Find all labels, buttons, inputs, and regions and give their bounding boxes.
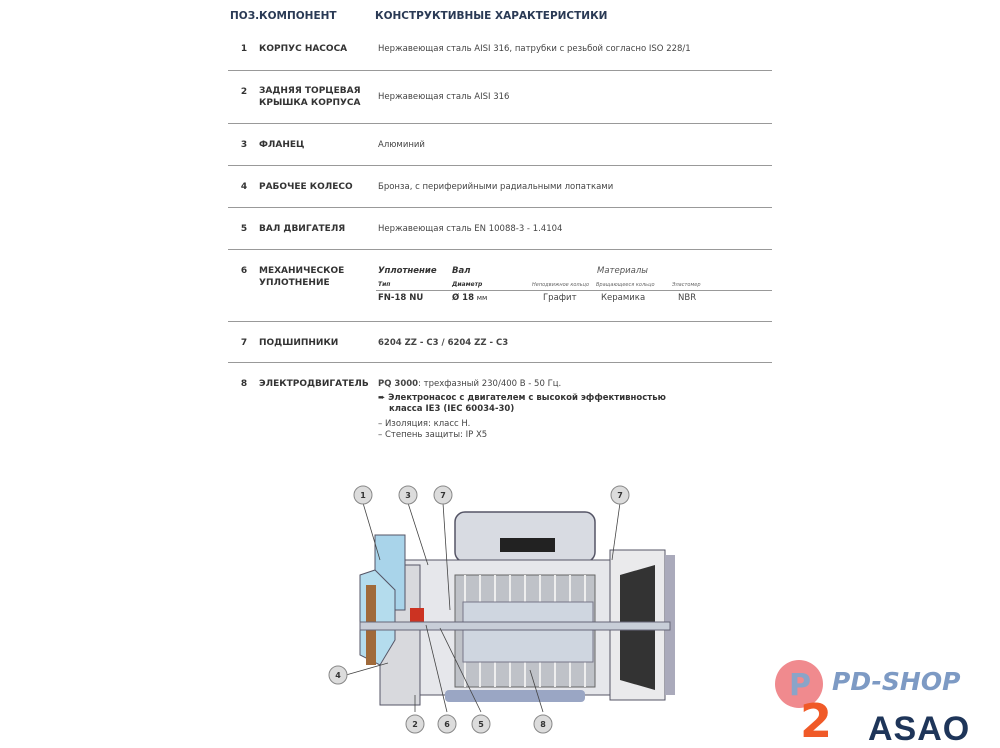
callout-label: 3 <box>405 491 411 500</box>
materials-label: Материалы <box>597 266 648 276</box>
row-component-l1: ЗАДНЯЯ ТОРЦЕВАЯ <box>259 86 361 96</box>
divider <box>228 249 772 250</box>
callout-label: 5 <box>478 720 484 729</box>
pump-cross-section-diagram <box>320 480 680 740</box>
row-num: 4 <box>240 182 248 192</box>
row-component: РАБОЧЕЕ КОЛЕСО <box>259 182 353 192</box>
callout-label: 6 <box>444 720 450 729</box>
motor-spec: : трехфазный 230/400 В - 50 Гц. <box>418 379 562 389</box>
row-component-l1: МЕХАНИЧЕСКОЕ <box>259 266 345 276</box>
divider <box>228 321 772 322</box>
divider <box>228 207 772 208</box>
arrow-icon: ➨ <box>378 393 386 403</box>
fixed-ring-label: Неподвижное кольцо <box>532 282 589 288</box>
row-component: ЭЛЕКТРОДВИГАТЕЛЬ <box>259 379 369 389</box>
seal-type: FN-18 NU <box>378 293 424 303</box>
callout-label: 2 <box>412 720 418 729</box>
seal-rotating-ring: Керамика <box>601 293 646 303</box>
header-characteristics: КОНСТРУКТИВНЫЕ ХАРАКТЕРИСТИКИ <box>375 10 608 22</box>
row-desc: Алюминий <box>378 140 425 150</box>
seal-diameter-unit: мм <box>476 294 488 302</box>
motor-insulation: – Изоляция: класс H. <box>378 419 471 429</box>
motor-protection: – Степень защиты: IP X5 <box>378 430 488 440</box>
seal-elastomer: NBR <box>678 293 697 303</box>
row-num: 2 <box>240 87 248 97</box>
row-desc: Бронза, с периферийными радиальными лопатками <box>378 182 614 192</box>
seal-divider <box>376 290 772 291</box>
diameter-label: Диаметр <box>452 281 483 288</box>
pdshop-logo-text: PD-SHOP <box>832 667 961 696</box>
row-component-l2: КРЫШКА КОРПУСА <box>259 98 361 108</box>
row-component: ФЛАНЕЦ <box>259 140 305 150</box>
row-num: 8 <box>240 379 248 389</box>
row-component: ПОДШИПНИКИ <box>259 338 339 348</box>
row-num: 6 <box>240 266 248 276</box>
callout-label: 1 <box>360 491 366 500</box>
rotating-ring-label: Вращающееся кольцо <box>596 282 655 288</box>
row-num: 3 <box>240 140 248 150</box>
callout-label: 7 <box>617 491 623 500</box>
divider <box>228 165 772 166</box>
row-desc: Нержавеющая сталь EN 10088-3 - 1.4104 <box>378 224 563 234</box>
pump-body <box>360 512 675 705</box>
motor-model: PQ 3000 <box>378 379 419 389</box>
row-component: КОРПУС НАСОСА <box>259 44 348 54</box>
motor-efficiency-l2: класса IE3 (IEC 60034-30) <box>389 404 515 414</box>
motor-efficiency-l1: Электронасос с двигателем с высокой эффективностью <box>388 393 666 403</box>
asao-logo-icon: 2 <box>800 694 833 748</box>
row-component: ВАЛ ДВИГАТЕЛЯ <box>259 224 346 234</box>
asao-logo-text: ASAO <box>868 710 971 748</box>
seal-diameter: Ø 18 <box>452 293 475 303</box>
elastomer-label: Эластомер <box>672 282 701 288</box>
shaft-label: Вал <box>452 266 471 276</box>
header-component: КОМПОНЕНТ <box>259 10 337 22</box>
row-num: 1 <box>240 44 248 54</box>
row-num: 7 <box>240 338 248 348</box>
divider <box>228 123 772 124</box>
row-component-l2: УПЛОТНЕНИЕ <box>259 278 330 288</box>
header-pos: ПОЗ. <box>230 10 260 22</box>
seal-label: Уплотнение <box>378 266 437 276</box>
type-label: Тип <box>378 281 391 288</box>
seal-fixed-ring: Графит <box>543 293 577 303</box>
row-desc: 6204 ZZ - C3 / 6204 ZZ - C3 <box>378 338 509 348</box>
row-desc: Нержавеющая сталь AISI 316 <box>378 92 510 102</box>
callout-label: 7 <box>440 491 446 500</box>
row-desc: Нержавеющая сталь AISI 316, патрубки с резьбой согласно ISO 228/1 <box>378 44 691 54</box>
callout-label: 4 <box>335 671 341 680</box>
divider <box>228 362 772 363</box>
row-num: 5 <box>240 224 248 234</box>
divider <box>228 70 772 71</box>
pdshop-logo-icon: P <box>775 660 823 708</box>
callout-label: 8 <box>540 720 546 729</box>
